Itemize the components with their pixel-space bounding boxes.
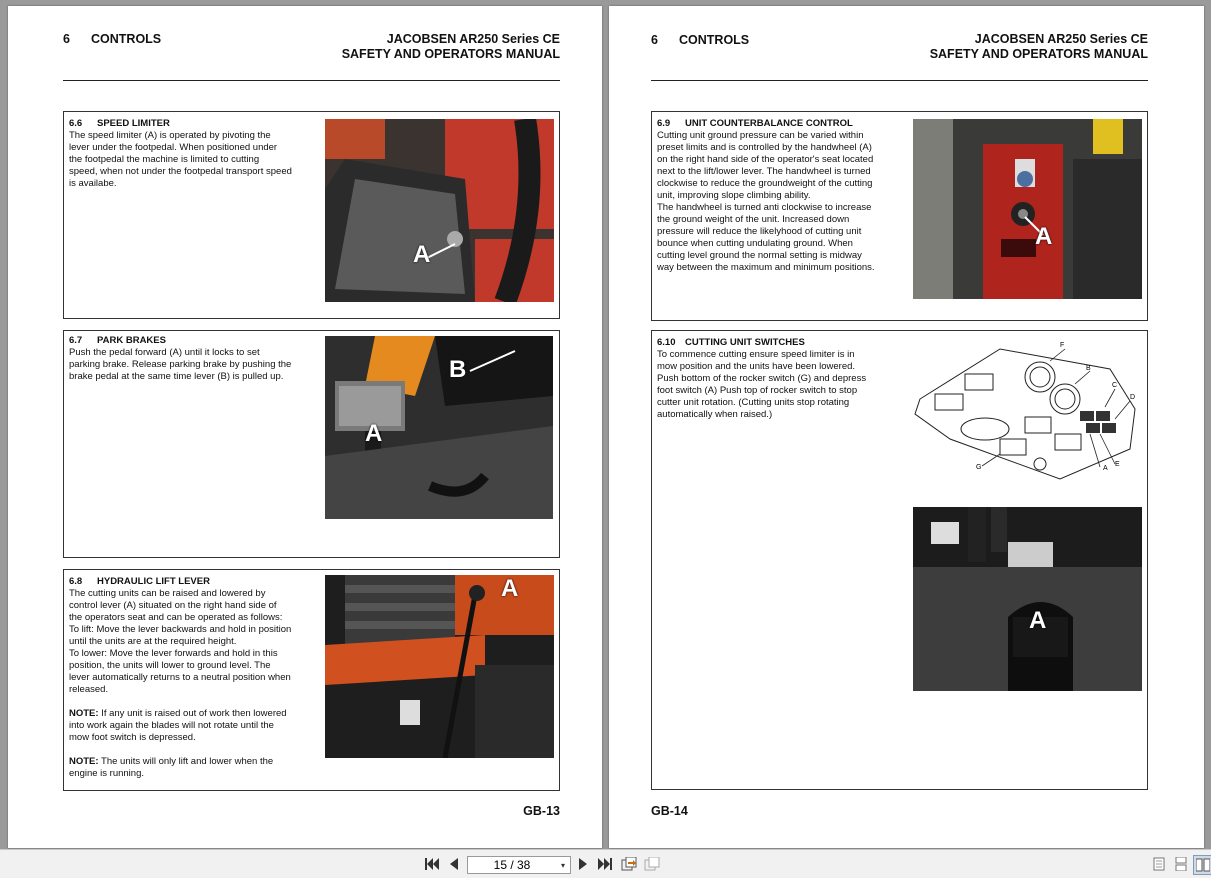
hydraulic-lever-photo (325, 575, 554, 758)
section-title-text: HYDRAULIC LIFT LEVER (97, 576, 210, 587)
chapter-heading (63, 32, 161, 46)
chapter-heading (651, 33, 749, 47)
section-box-cutting-unit-switches (651, 330, 1148, 790)
park-brakes-photo (325, 336, 553, 519)
section-title-text: CUTTING UNIT SWITCHES (685, 337, 805, 348)
continuous-page-icon (1175, 857, 1187, 871)
previous-page-button[interactable] (445, 855, 463, 873)
page-number-field[interactable] (467, 856, 571, 874)
page-number-footer: GB-14 (651, 804, 688, 818)
section-body: Cutting unit ground pressure can be varied within preset limits and is controlled by the handwheel (A) on the right hand side of the operator's seat located next to the lift/lower lever. The handwheel is turned clockwise to reduce the groundweight of the cutting unit, improving slope climbing ability. The handwheel is turned anti clockwise to increase the ground weight of the unit. Increased down pressure will reduce the likelyhood of cutting unit bounce when cutting undulating ground. When cutting level ground the normal setting is midway way between the maximum and minimum positions. (657, 130, 875, 273)
diagram-label-a: A (1103, 465, 1108, 472)
section-number: 6.8 (69, 576, 83, 587)
single-page-view-button[interactable] (1150, 855, 1168, 873)
header-rule (63, 80, 560, 81)
continuous-view-button[interactable] (1172, 855, 1190, 873)
chapter-number: 6 (63, 32, 70, 46)
note-label: NOTE: (69, 708, 99, 719)
section-number: 6.9 (657, 118, 671, 129)
page-indicator: 15 / 38 (493, 858, 531, 872)
section-box-counterbalance (651, 111, 1148, 321)
diagram-label-b: B (1086, 365, 1091, 372)
section-title-text: UNIT COUNTERBALANCE CONTROL (685, 118, 853, 129)
two-page-icon (1196, 858, 1210, 872)
photo-label-b: B (449, 356, 467, 383)
two-page-view-button[interactable] (1193, 855, 1211, 875)
diagram-label-g: G (976, 464, 982, 471)
diagram-label-d: D (1130, 394, 1136, 401)
import-page-button[interactable] (643, 855, 661, 873)
page-export-icon (621, 857, 637, 871)
manual-title (342, 32, 560, 62)
triangle-left-icon (449, 858, 459, 870)
section-number: 6.10 (657, 337, 676, 348)
export-page-button[interactable] (620, 855, 638, 873)
section-title (69, 576, 210, 587)
manual-title (930, 32, 1148, 62)
next-page-button[interactable] (574, 855, 592, 873)
manual-title-line2: SAFETY AND OPERATORS MANUAL (929, 47, 1148, 61)
section-body: The speed limiter (A) is operated by pivoting the lever under the footpedal. When positioned under the footpedal the machine is limited to cutting speed, when not under the footpedal transport speed is availabe. (69, 130, 292, 189)
counterbalance-photo (913, 119, 1142, 299)
section-box-hydraulic-lift-lever (63, 569, 560, 791)
note-1 (69, 708, 319, 744)
single-page-icon (1153, 857, 1165, 871)
chapter-number: 6 (651, 33, 658, 47)
left-page (8, 6, 602, 848)
section-title (657, 118, 853, 129)
section-title (657, 337, 805, 348)
diagram-label-f: F (1060, 342, 1065, 349)
skip-last-icon (598, 858, 612, 870)
section-number: 6.6 (69, 118, 83, 129)
note-2 (69, 756, 319, 780)
section-number: 6.7 (69, 335, 83, 346)
chapter-title: CONTROLS (679, 33, 750, 47)
header-rule (651, 80, 1148, 81)
section-body: Push the pedal forward (A) until it locks to set parking brake. Release parking brake by pushing the brake pedal at the same time lever (B) is pulled up. (69, 347, 292, 382)
section-box-park-brakes (63, 330, 560, 558)
section-title-text: PARK BRAKES (97, 335, 166, 346)
note-text: If any unit is raised out of work then lowered into work again the blades will not rotate until the mow foot switch is depressed. (69, 708, 287, 743)
chapter-title: CONTROLS (91, 32, 162, 46)
manual-title-line1: JACOBSEN AR250 Series CE (974, 32, 1148, 46)
section-title-text: SPEED LIMITER (97, 118, 170, 129)
diagram-label-c: C (1112, 382, 1118, 389)
section-body: To commence cutting ensure speed limiter is in mow position and the units have been lowered. Push bottom of the rocker switch (G) and depress foot switch (A) Push top of rocker switch to stop cutter unit rotation. (Cutting units stop rotating automatically when raised.) (657, 349, 867, 420)
note-label: NOTE: (69, 756, 99, 767)
section-title (69, 335, 166, 346)
speed-limiter-photo (325, 119, 554, 302)
last-page-button[interactable] (596, 855, 614, 873)
page-number-footer: GB-13 (523, 804, 560, 818)
section-body: The cutting units can be raised and lowered by control lever (A) situated on the right hand side of the operators seat and can be operated as follows: To lift: Move the lever backwards and hold in position until the units are at the required height. To lower: Move the lever forwards and hold in this position, the units will lower to ground level. The lever automatically returns to a neutral position when released. (69, 588, 292, 695)
manual-title-line1: JACOBSEN AR250 Series CE (386, 32, 560, 46)
dropdown-arrow-icon[interactable]: ▾ (560, 860, 565, 870)
photo-label-a: A (1035, 223, 1053, 250)
diagram-label-e: E (1115, 461, 1120, 468)
section-box-speed-limiter (63, 111, 560, 319)
foot-switch-photo (913, 507, 1142, 691)
section-title (69, 118, 170, 129)
photo-label-a: A (413, 241, 431, 268)
right-page (609, 6, 1204, 848)
photo-label-a: A (365, 420, 383, 447)
switch-panel-diagram (910, 339, 1142, 489)
photo-label-a: A (501, 575, 519, 602)
viewer-toolbar (0, 849, 1211, 878)
first-page-button[interactable] (423, 855, 441, 873)
manual-title-line2: SAFETY AND OPERATORS MANUAL (341, 47, 560, 61)
skip-first-icon (425, 858, 439, 870)
photo-label-a: A (1029, 607, 1047, 634)
page-copy-icon (644, 857, 660, 871)
triangle-right-icon (578, 858, 588, 870)
note-text: The units will only lift and lower when the engine is running. (69, 756, 274, 779)
